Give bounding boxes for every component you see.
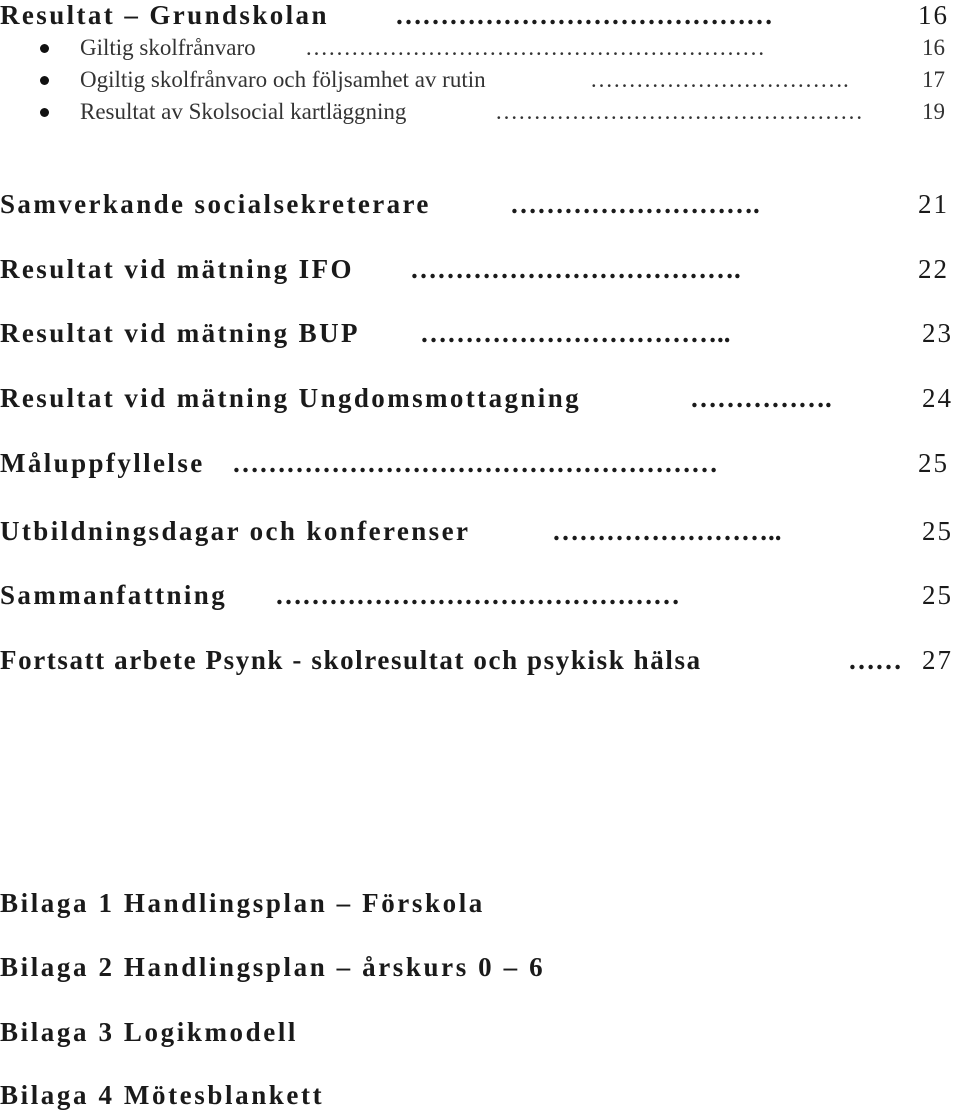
toc-subentry-title: Ogiltig skolfrånvaro och följsamhet av rutin [80, 67, 486, 92]
toc-page-number: 25 [922, 516, 953, 546]
appendix-2[interactable]: Bilaga 2 Handlingsplan – årskurs 0 – 6 [0, 952, 546, 982]
toc-subentry-title: Resultat av Skolsocial kartläggning [80, 99, 407, 124]
appendix-1[interactable]: Bilaga 1 Handlingsplan – Förskola [0, 888, 485, 918]
toc-page-number: 27 [922, 645, 953, 675]
toc-page-number: 25 [922, 580, 953, 610]
toc-entry-resultat-grundskolan[interactable] [0, 0, 960, 30]
toc-entry-maluppfyllelse[interactable] [0, 448, 960, 478]
toc-leader-dots: …………………………….. [420, 318, 731, 348]
toc-entry-title: Resultat vid mätning IFO [0, 254, 354, 284]
toc-leader-dots: ……………………………. [590, 67, 849, 92]
toc-leader-dots: ………………………………. [410, 254, 741, 284]
toc-entry-title: Utbildningsdagar och konferenser [0, 516, 471, 546]
toc-entry-matning-ifo[interactable] [0, 254, 960, 284]
toc-leader-dots: ………………………………………… [495, 99, 863, 124]
toc-leader-dots: ……………………………………………… [232, 448, 718, 478]
toc-entry-title: Resultat vid mätning Ungdomsmottagning [0, 383, 582, 413]
toc-entry-matning-ungdomsmottagning[interactable] [0, 383, 960, 413]
toc-leader-dots: ……………………………………… [275, 580, 680, 610]
toc-entry-fortsatt-arbete-psynk[interactable] [0, 645, 960, 675]
toc-entry-samverkande-socialsekreterare[interactable] [0, 189, 960, 219]
toc-page-number: 21 [918, 189, 949, 219]
toc-page-number: 16 [922, 35, 945, 60]
toc-subentry-skolsocial-kartlaggning[interactable] [0, 98, 960, 126]
toc-page-number: 24 [922, 383, 953, 413]
toc-page-number: 23 [922, 318, 953, 348]
toc-subentry-title: Giltig skolfrånvaro [80, 35, 256, 60]
appendix-4[interactable]: Bilaga 4 Mötesblankett [0, 1080, 325, 1110]
toc-entry-title: Måluppfyllelse [0, 448, 205, 478]
toc-page-number: 19 [922, 99, 945, 124]
toc-leader-dots: …………………….. [552, 516, 782, 546]
toc-entry-sammanfattning[interactable] [0, 580, 960, 610]
toc-page-number: 22 [918, 254, 949, 284]
toc-entry-title: Resultat – Grundskolan [0, 0, 329, 30]
toc-leader-dots: …… [848, 645, 902, 675]
toc-leader-dots: …………………………………… [395, 0, 773, 30]
toc-entry-title: Fortsatt arbete Psynk - skolresultat och psykisk hälsa [0, 645, 702, 675]
toc-entry-title: Sammanfattning [0, 580, 228, 610]
toc-subentry-ogiltig-skolfranvaro[interactable] [0, 66, 960, 94]
toc-subentry-giltig-skolfranvaro[interactable] [0, 34, 960, 62]
toc-page-number: 17 [922, 67, 945, 92]
toc-entry-title: Resultat vid mätning BUP [0, 318, 360, 348]
toc-leader-dots: ……………. [690, 383, 832, 413]
toc-leader-dots: ………………………. [510, 189, 760, 219]
appendix-3[interactable]: Bilaga 3 Logikmodell [0, 1017, 299, 1047]
toc-page-number: 16 [918, 0, 949, 30]
bullet-icon [40, 108, 49, 117]
toc-leader-dots: …………………………………………………… [305, 35, 765, 60]
toc-entry-matning-bup[interactable] [0, 318, 960, 348]
toc-entry-utbildningsdagar[interactable] [0, 516, 960, 546]
toc-entry-title: Samverkande socialsekreterare [0, 189, 431, 219]
toc-page-number: 25 [918, 448, 949, 478]
bullet-icon [40, 44, 49, 53]
bullet-icon [40, 76, 49, 85]
